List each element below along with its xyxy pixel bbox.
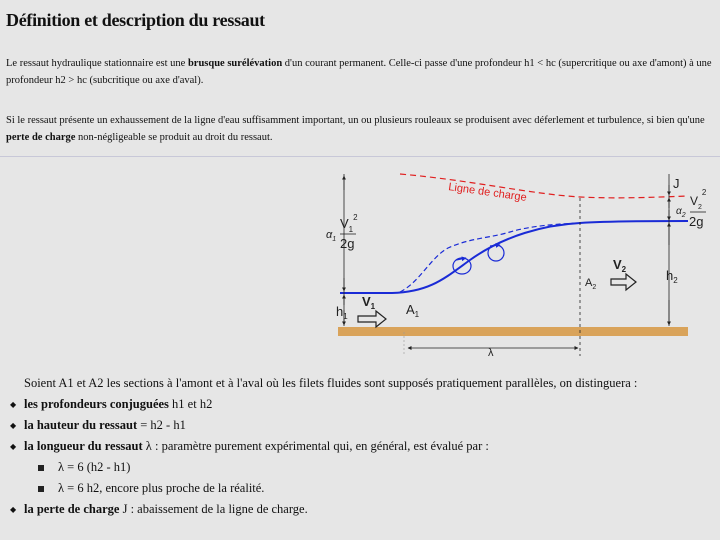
roller-eddy [488, 245, 504, 261]
item-bold: la longueur du ressaut [24, 439, 143, 453]
v1-arrow-icon [358, 311, 386, 327]
intro-paragraph [6, 55, 714, 89]
separator-line [0, 156, 720, 157]
description-paragraph [6, 112, 714, 146]
item-bold: les profondeurs conjuguées [24, 397, 169, 411]
p1-text-a: Le ressaut hydraulique stationnaire est une [6, 58, 188, 69]
definitions-section [24, 376, 704, 520]
item-text: J : abaissement de la ligne de charge. [119, 502, 308, 516]
v1-label: $V_1$ [362, 294, 376, 311]
energy-line [400, 174, 688, 198]
item-bold: la perte de charge [24, 502, 120, 516]
h1-label: $h_1$ [336, 304, 348, 321]
p2-bold: perte de charge [6, 132, 76, 143]
a2-label: $A_2$ [585, 277, 597, 291]
channel-bed [338, 327, 688, 336]
alpha2-label: $\alpha_2$ [676, 206, 686, 219]
denominator-2g: 2g [689, 214, 704, 229]
v1-squared-label: $V_1^2$ [340, 213, 358, 234]
list-item [24, 394, 704, 415]
item-text: λ : paramètre purement expérimental qui, en général, est évalué par : [142, 439, 489, 453]
list-item [24, 415, 704, 436]
lambda-label: λ [488, 347, 494, 359]
v2-squared-label: $V_2^2$ [690, 188, 707, 211]
list-item [24, 436, 704, 499]
page-title: Définition et description du ressaut [6, 10, 265, 30]
h2-label: $h_2$ [666, 268, 678, 285]
definitions-list [24, 394, 704, 520]
energy-line-label: Ligne de charge [447, 181, 528, 204]
hydraulic-jump-diagram [0, 160, 720, 370]
item-text: h1 et h2 [168, 397, 213, 411]
list-item [24, 499, 704, 520]
p1-text-b: d'un courant permanent. Celle-ci passe d'une profondeur h1 < hc (supercritique ou axe d'amont) à une profondeur h2 > hc (subcritique ou axe d'aval). [6, 58, 712, 86]
item-text: = h2 - h1 [137, 418, 186, 432]
formula-item: λ = 6 (h2 - h1) [58, 457, 704, 478]
formula-item: λ = 6 h2, encore plus proche de la réalité. [58, 478, 704, 499]
definitions-intro: Soient A1 et A2 les sections à l'amont et à l'aval où les filets fluides sont supposés pratiquement parallèles, on distinguera : [24, 376, 638, 390]
v2-arrow-icon [611, 274, 636, 290]
a1-label: $A_1$ [406, 302, 420, 319]
j-label: J [673, 176, 680, 191]
formula-list [24, 457, 704, 499]
alpha1-label: $\alpha_1$ [326, 229, 337, 243]
v2-label: $V_2$ [613, 257, 627, 274]
p1-bold: brusque surélévation [187, 58, 283, 69]
p2-text-b: non-négligeable se produit au droit du ressaut. [75, 132, 273, 143]
item-bold: la hauteur du ressaut [24, 418, 138, 432]
p2-text-a: Si le ressaut présente un exhaussement de la ligne d'eau suffisamment important, un ou plusieurs rouleaux se produisent avec déferlement et turbulence, si bien qu'une [6, 115, 705, 126]
denominator-2g: 2g [340, 236, 355, 251]
